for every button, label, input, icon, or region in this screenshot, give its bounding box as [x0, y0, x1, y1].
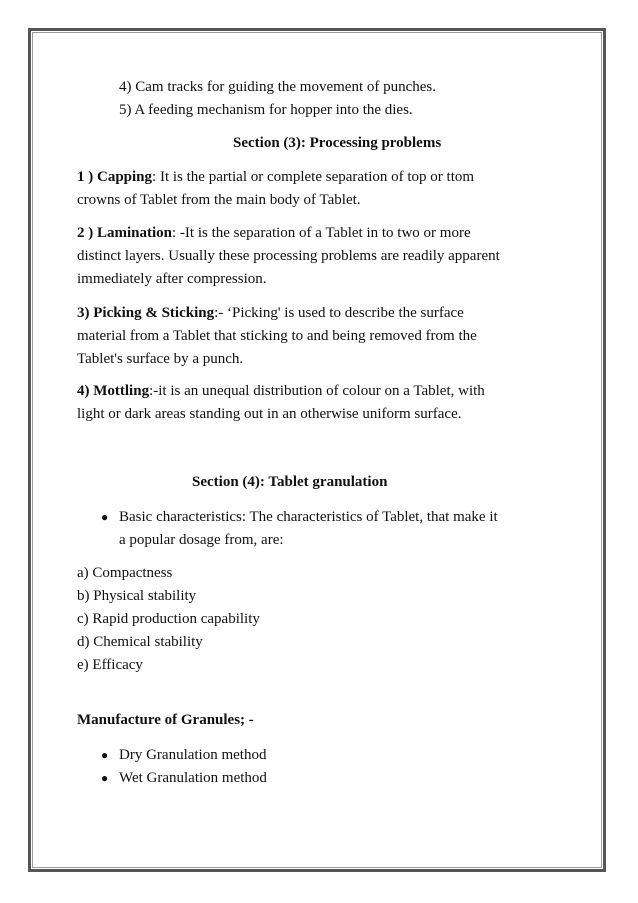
page-border-inner — [32, 32, 602, 868]
capping-line-2: crowns of Tablet from the main body of Tablet. — [77, 192, 361, 208]
picking-text-1: :- ‘Picking' is used to describe the surface — [214, 305, 464, 321]
picking-line-1 — [77, 302, 464, 325]
bullet-icon: ● — [101, 771, 109, 785]
intro-item-4: 4) Cam tracks for guiding the movement of punches. — [119, 79, 437, 95]
mottling-line-2: light or dark areas standing out in an otherwise uniform surface. — [77, 406, 462, 422]
picking-line-2: material from a Tablet that sticking to and being removed from the — [77, 328, 477, 344]
lamination-line-2: distinct layers. Usually these processing problems are readily apparent — [77, 248, 500, 264]
method-dry: Dry Granulation method — [119, 747, 267, 763]
characteristics-line-1: Basic characteristics: The characteristics of Tablet, that make it — [119, 509, 498, 525]
intro-item-5: 5) A feeding mechanism for hopper into the dies. — [119, 102, 413, 118]
bullet-icon: ● — [101, 510, 109, 524]
capping-title: 1 ) Capping — [77, 169, 153, 185]
characteristics-line-2: a popular dosage from, are: — [119, 532, 284, 548]
lamination-title: 2 ) Lamination — [77, 225, 173, 241]
lamination-line-1 — [77, 222, 471, 245]
manufacture-heading: Manufacture of Granules; - — [77, 712, 254, 728]
list-item: b) Physical stability — [77, 588, 197, 604]
capping-line-1 — [77, 166, 474, 189]
lamination-text-1: : -It is the separation of a Tablet in to two or more — [172, 225, 471, 241]
section4-heading: Section (4): Tablet granulation — [192, 474, 388, 490]
picking-title: 3) Picking & Sticking — [77, 305, 215, 321]
mottling-line-1 — [77, 380, 485, 403]
picking-line-3: Tablet's surface by a punch. — [77, 351, 244, 367]
method-wet: Wet Granulation method — [119, 770, 267, 786]
mottling-title: 4) Mottling — [77, 383, 150, 399]
list-item: c) Rapid production capability — [77, 611, 260, 627]
list-item: e) Efficacy — [77, 657, 143, 673]
lamination-line-3: immediately after compression. — [77, 271, 267, 287]
list-item: d) Chemical stability — [77, 634, 203, 650]
list-item: a) Compactness — [77, 565, 173, 581]
mottling-text-1: :-it is an unequal distribution of colour on a Tablet, with — [149, 383, 485, 399]
section3-heading: Section (3): Processing problems — [233, 135, 442, 151]
bullet-icon: ● — [101, 748, 109, 762]
capping-text-1: : It is the partial or complete separation of top or ttom — [152, 169, 475, 185]
